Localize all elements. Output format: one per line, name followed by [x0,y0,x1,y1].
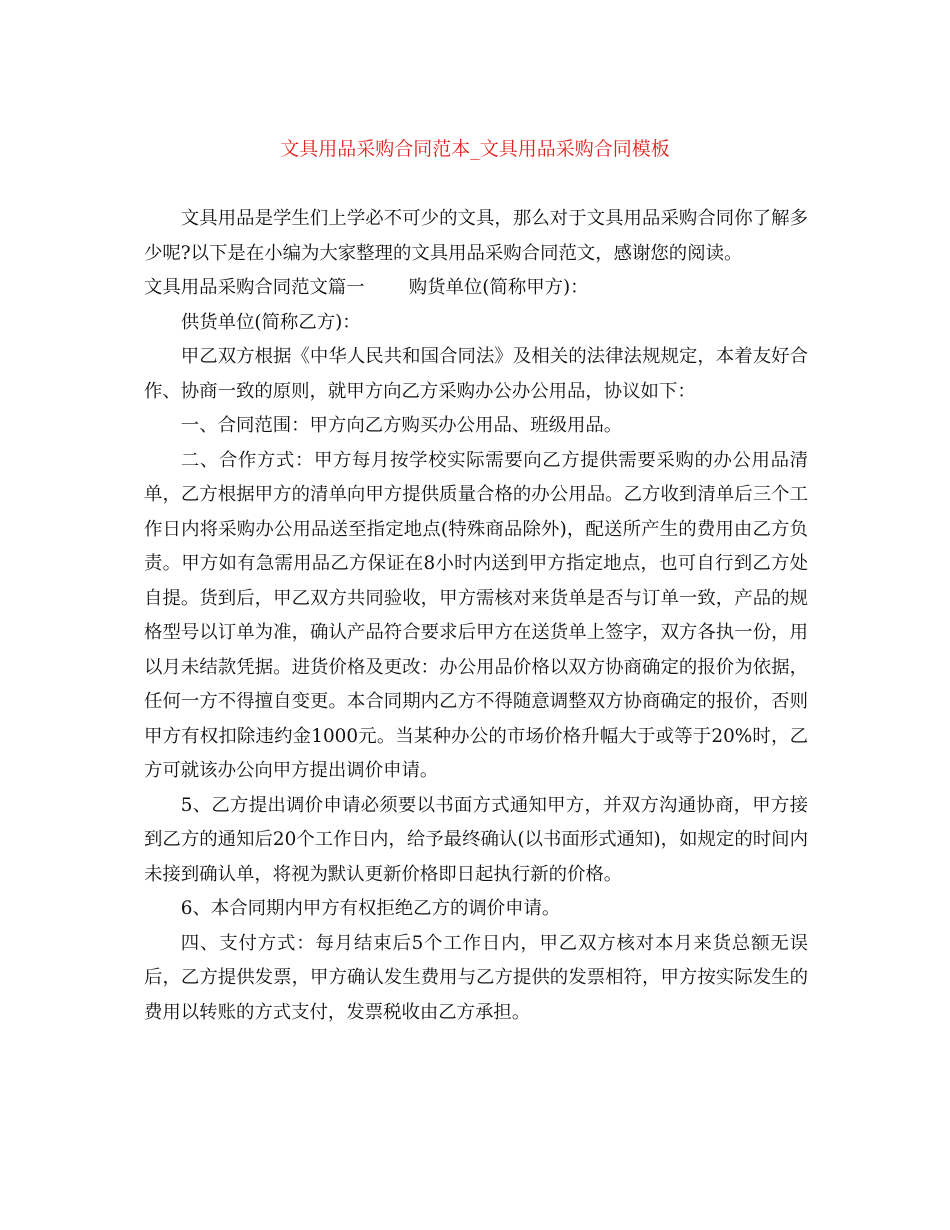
clause-5: 5、乙方提出调价申请必须要以书面方式通知甲方，并双方沟通协商，甲方接到乙方的通知后20个工作日内，给予最终确认(以书面形式通知)，如规定的时间内未接到确认单，将视为默认更新价格即日起执行新的价格。 [144,794,808,885]
document-title: 文具用品采购合同范本_文具用品采购合同模板 [280,138,670,160]
supplier-paragraph: 供货单位(简称乙方)： [180,311,361,333]
clause-cooperation: 二、合作方式：甲方每月按学校实际需要向乙方提供需要采购的办公用品清单，乙方根据甲方的清单向甲方提供质量合格的办公用品。乙方收到清单后三个工作日内将采购办公用品送至指定地点(特殊商品除外)，配送所产生的费用由乙方负责。甲方如有急需用品乙方保证在8小时内送到甲方指定地点，也可自行到乙方处自提。货到后，甲乙双方共同验收，甲方需核对来货单是否与订单一致，产品的规格型号以订单为准，确认产品符合要求后甲方在送货单上签字，双方各执一份，用以月未结款凭据。进货价格及更改：办公用品价格以双方协商确定的报价为依据，任何一方不得擅自变更。本合同期内乙方不得随意调整双方协商确定的报价，否则甲方有权扣除违约金1000元。当某种办公的市场价格升幅大于或等于20%时，乙方可就该办公向甲方提出调价申请。 [144,449,808,781]
document-body [144,202,808,1030]
clause-scope: 一、合同范围：甲方向乙方购买办公用品、班级用品。 [180,415,623,436]
section-heading: 文具用品采购合同范文篇一 [144,277,365,298]
preamble-paragraph: 甲乙双方根据《中华人民共和国合同法》及相关的法律法规规定，本着友好合作、协商一致的原则，就甲方向乙方采购办公办公用品，协议如下： [144,346,808,402]
buyer-label: 购货单位(简称甲方)： [408,277,589,298]
clause-6: 6、本合同期内甲方有权拒绝乙方的调价申请。 [180,898,561,919]
section-heading-line [144,271,808,306]
intro-paragraph: 文具用品是学生们上学必不可少的文具，那么对于文具用品采购合同你了解多少呢?以下是在小编为大家整理的文具用品采购合同范文，感谢您的阅读。 [144,208,808,264]
clause-payment: 四、支付方式：每月结束后5个工作日内，甲乙双方核对本月来货总额无误后，乙方提供发票，甲方确认发生费用与乙方提供的发票相符，甲方按实际发生的费用以转账的方式支付，发票税收由乙方承担。 [144,932,808,1023]
